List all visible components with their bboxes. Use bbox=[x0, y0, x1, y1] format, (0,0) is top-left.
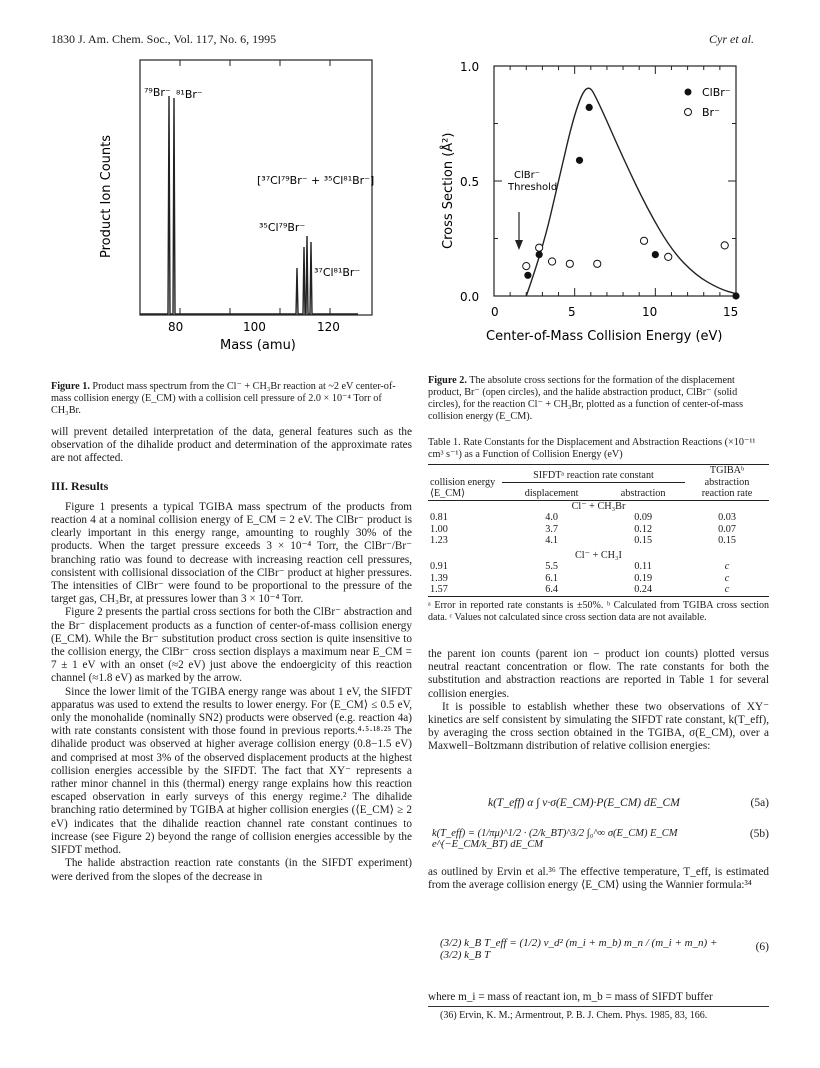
equation-5b: k(T_eff) = (1/πμ)^1/2 · (2/k_BT)^3/2 ∫₀^∞ σ(E_CM) E_CM e^(−E_CM/k_BT) dE_CM bbox=[432, 828, 678, 850]
cell: 0.15 bbox=[718, 535, 736, 546]
figure1-caption-text: Product mass spectrum from the Cl⁻ + CH₃Br reaction at ~2 eV center-of-mass collision energy (E_CM) with a collision cell pressure of 2.0 × 10⁻⁴ Torr of CH₃Br. bbox=[51, 381, 396, 416]
label-cl37br81: ³⁷Cl⁸¹Br⁻ bbox=[314, 266, 361, 279]
right-para1: the parent ion counts (parent ion − product ion counts) plotted versus neutral reactant concentration or flow. The rate constants for both the substitution and abstraction reactions are reported in Table 1 for several collision energies. bbox=[428, 648, 769, 700]
table1-h-displacement: displacement bbox=[524, 488, 579, 499]
cell: 4.0 bbox=[545, 512, 558, 523]
cell: 0.11 bbox=[634, 561, 652, 572]
fig2-ytick-05: 0.5 bbox=[460, 175, 480, 189]
left-para2: Figure 2 presents the partial cross sections for both the ClBr⁻ abstraction and the Br⁻ displacement products as a function of center-of-mass collision energy (E_CM). While the Br⁻ substitution product cross section is quite insensitive to the collision energy, the ClBr⁻ cross section displays a maximum near E_CM = 7 ± 1 eV with an onset (≈2 eV) just above the endoergicity of this reaction channel (≈1.8 eV) as marked by the arrow. bbox=[51, 606, 412, 685]
left-para0: will prevent detailed interpretation of the data, general features such as the observation of the dihalide product and determination of the approximate rates are not affected. bbox=[51, 426, 412, 465]
fig2-xlabel: Center-of-Mass Collision Energy (eV) bbox=[486, 329, 723, 344]
cell: c bbox=[724, 584, 730, 595]
cell: 1.39 bbox=[430, 572, 448, 584]
cell: 0.12 bbox=[634, 523, 653, 535]
table1-group2: Cl⁻ + CH₃I bbox=[575, 549, 622, 561]
cell: 0.24 bbox=[634, 584, 653, 595]
fig1-xtick-80: 80 bbox=[168, 320, 184, 334]
br-point bbox=[536, 244, 543, 251]
clbr-point bbox=[576, 157, 583, 164]
table-row bbox=[428, 512, 769, 524]
figure1-spectrum bbox=[80, 58, 380, 368]
table1-title: Table 1. Rate Constants for the Displacement and Abstraction Reactions (×10⁻¹¹ cm³ s⁻¹) as a Function of Collision Energy (eV) bbox=[428, 437, 756, 460]
right-column-middle bbox=[428, 866, 769, 892]
fig2-ytick-0: 0.0 bbox=[460, 290, 480, 304]
clbr-point bbox=[586, 104, 593, 111]
figure2-chart bbox=[428, 54, 778, 374]
equation-6-number: (6) bbox=[755, 941, 769, 953]
figure2-caption bbox=[428, 375, 769, 423]
threshold-annotation-line1: ClBr⁻ bbox=[514, 170, 541, 181]
legend-marker-open bbox=[685, 109, 692, 116]
left-para4: The halide abstraction reaction rate constants (in the SIFDT experiment) were derived from the slopes of the decrease in bbox=[51, 857, 412, 883]
fig2-ytick-1: 1.0 bbox=[460, 60, 480, 74]
fig2-ylabel: Cross Section (Å²) bbox=[441, 132, 456, 249]
table-row bbox=[428, 584, 769, 596]
label-cl35br79: ³⁵Cl⁷⁹Br⁻ bbox=[259, 221, 306, 234]
table1 bbox=[428, 464, 769, 597]
cell: 3.7 bbox=[545, 523, 558, 535]
br-point bbox=[721, 242, 728, 249]
br-point bbox=[548, 258, 555, 265]
right-para2: It is possible to establish whether these two observations of XY⁻ kinetics are self consistent by simulating the SIFDT rate constant, k(T_eff), by averaging the cross section obtained in the TGIBA, σ(E_CM), over a Maxwell−Boltzmann distribution of relative collision energies: bbox=[428, 700, 769, 753]
label-br79: ⁷⁹Br⁻ bbox=[144, 86, 171, 99]
cell: 0.91 bbox=[430, 561, 448, 572]
br-point bbox=[640, 237, 647, 244]
clbr-point bbox=[536, 251, 543, 258]
right-column-upper bbox=[428, 648, 769, 754]
clbr-point bbox=[652, 251, 659, 258]
br-point bbox=[665, 253, 672, 260]
table1-h-abstraction: abstraction bbox=[620, 488, 666, 499]
right-column-lower bbox=[428, 991, 769, 1004]
fig1-xlabel: Mass (amu) bbox=[220, 338, 296, 353]
cell: 1.57 bbox=[430, 584, 448, 595]
br-point bbox=[523, 263, 530, 270]
reference-36: (36) Ervin, K. M.; Armentrout, P. B. J. Chem. Phys. 1985, 83, 166. bbox=[440, 1010, 708, 1021]
cell: 6.4 bbox=[545, 584, 558, 595]
running-header-authors: Cyr et al. bbox=[709, 32, 754, 46]
table1-footnote: ᵃ Error in reported rate constants is ±50%. ᵇ Calculated from TGIBA cross section data. ᶜ Values not calculated since cross section data are not available. bbox=[428, 600, 769, 623]
equation-5a-number: (5a) bbox=[750, 797, 769, 809]
fig1-peaks bbox=[140, 96, 361, 314]
figure2-caption-text: The absolute cross sections for the formation of the displacement product, Br⁻ (open circles), and the halide abstraction product, ClBr⁻ (solid circles), for the reaction Cl⁻ + CH₃Br, plotted as a function of center-of-mass collision energy (E_CM). bbox=[428, 375, 744, 422]
cell: 6.1 bbox=[545, 572, 558, 584]
table1-h-tgiba: TGIBAᵇ abstraction reaction rate bbox=[701, 465, 753, 499]
br-point bbox=[566, 260, 573, 267]
figure1-caption-label: Figure 1. bbox=[51, 381, 90, 392]
cell: 4.1 bbox=[545, 535, 558, 546]
running-header: 1830 J. Am. Chem. Soc., Vol. 117, No. 6, 1995 bbox=[51, 32, 277, 46]
table-row bbox=[428, 573, 769, 585]
cell: c bbox=[724, 561, 730, 572]
clbr-point bbox=[732, 292, 739, 299]
fig2-frame bbox=[494, 66, 736, 296]
cell: 0.15 bbox=[634, 535, 653, 546]
cell: 0.81 bbox=[430, 512, 448, 523]
legend-clbr: ClBr⁻ bbox=[702, 86, 731, 99]
fig1-xtick-120: 120 bbox=[317, 320, 340, 334]
figure2-caption-label: Figure 2. bbox=[428, 375, 467, 386]
legend-br: Br⁻ bbox=[702, 106, 720, 119]
left-para3: Since the lower limit of the TGIBA energy range was about 1 eV, the SIFDT apparatus was used to extend the results to lower energy. For ⟨E_CM⟩ ≤ 0.5 eV, only the monohalide (nominally SN2) products were observed (e.g. reaction 4a) with rate constants consistent with those found in previous reports.⁴·⁵·¹⁸·²⁵ The dihalide product was observed at higher average collision energy (0.8−1.5 eV) and comprised at most 3% of the observed displacement products at the highest collision energies accessible by the SIFDT. The fact that XY⁻ represents a rather minor channel in this (thermal) energy range explains how this reaction escaped observation in early surveys of this energy regime.² The dihalide branching ratio determined by TGIBA at higher collision energies (⟨E_CM⟩ ≥ 2 eV) indicates that the dihalide reaction channel rate constant continues to increase (see Figure 2) beyond the range of collision energies accessible by the SIFDT method. bbox=[51, 685, 412, 857]
cell: 5.5 bbox=[545, 561, 558, 572]
table-row bbox=[428, 524, 769, 536]
cell: 1.23 bbox=[430, 535, 448, 546]
fig2-fit-curve bbox=[526, 88, 736, 296]
fig2-xtick-10: 10 bbox=[642, 305, 658, 319]
right-para4: where m_i = mass of reactant ion, m_b = mass of SIFDT buffer bbox=[428, 991, 713, 1003]
fig2-xtick-0: 0 bbox=[491, 305, 499, 319]
threshold-annotation-line2: Threshold bbox=[508, 182, 558, 193]
right-para3: as outlined by Ervin et al.³⁶ The effective temperature, T_eff, is estimated from the average collision energy ⟨E_CM⟩ using the Wannier formula:³⁴ bbox=[428, 866, 769, 892]
br-point bbox=[594, 260, 601, 267]
fig1-xtick-100: 100 bbox=[243, 320, 266, 334]
clbr-point bbox=[524, 272, 531, 279]
cell: 0.07 bbox=[718, 523, 736, 535]
left-column bbox=[51, 426, 412, 884]
legend-marker-filled bbox=[685, 89, 692, 96]
figure1-caption bbox=[51, 381, 412, 417]
table1-h-collision: collision energy ⟨E_CM⟩ bbox=[430, 476, 496, 499]
cell: 0.03 bbox=[718, 512, 736, 523]
equation-5a: k(T_eff) α ∫ v·σ(E_CM)·P(E_CM) dE_CM bbox=[488, 797, 680, 809]
fig2-ticks bbox=[494, 66, 736, 296]
footnote-divider bbox=[428, 1006, 769, 1007]
cell: c bbox=[724, 572, 730, 584]
table1-group1: Cl⁻ + CH₃Br bbox=[571, 500, 626, 512]
label-br81: ⁸¹Br⁻ bbox=[176, 88, 203, 101]
fig1-ylabel: Product Ion Counts bbox=[99, 134, 114, 258]
fig2-xtick-15: 15 bbox=[723, 305, 739, 319]
table1-h-sifdt: SIFDTᵃ reaction rate constant bbox=[502, 465, 685, 483]
table-row bbox=[428, 535, 769, 547]
label-mixed-peak: [³⁷Cl⁷⁹Br⁻ + ³⁵Cl⁸¹Br⁻] bbox=[257, 174, 375, 187]
fig2-points bbox=[523, 104, 740, 300]
cell: 1.00 bbox=[430, 523, 448, 535]
section-title: III. Results bbox=[51, 478, 109, 493]
cell: 0.09 bbox=[634, 512, 653, 523]
cell: 0.19 bbox=[634, 572, 653, 584]
equation-6: (3/2) k_B T_eff = (1/2) v_d² (m_i + m_b) m_n / (m_i + m_n) + (3/2) k_B T bbox=[440, 937, 718, 961]
threshold-arrowhead bbox=[515, 240, 523, 250]
left-para1: Figure 1 presents a typical TGIBA mass spectrum of the products from reaction 4 at a nominal collision energy of E_CM = 2 eV. The ClBr⁻ product is clearly important in this energy range, amounting to roughly 30% of the products. When the target pressure exceeds 3 × 10⁻⁴ Torr, the ClBr⁻/Br⁻ branching ratio was found to decrease with increasing reaction cell pressures, consistent with collisional dissociation of the ClBr⁻ product at higher pressures. The intensities of ClBr⁻ were found to be proportional to the pressure of the target gas, CH₃Br, at pressures lower than 3 × 10⁻⁴ Torr. bbox=[51, 500, 412, 606]
table-row bbox=[428, 561, 769, 573]
fig2-xtick-5: 5 bbox=[568, 305, 576, 319]
equation-5b-number: (5b) bbox=[749, 828, 769, 840]
